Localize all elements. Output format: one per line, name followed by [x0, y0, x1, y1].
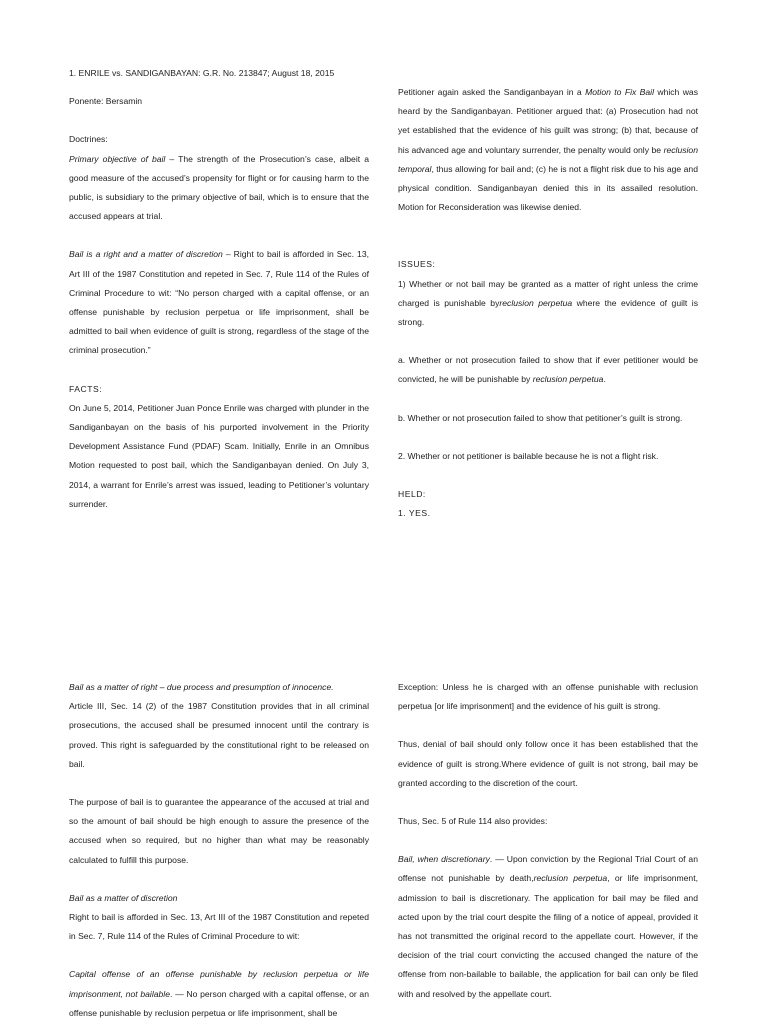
discretionary-paragraph: Bail, when discretionary. — Upon conviction by the Regional Trial Court of an offense not punishable by death,reclusion perpetua, or life imprisonment, admission to bail is discretionary. The application for bail may be filed and acted upon by the trial court despite the filing of a notice of appeal, provided it has not transmitted the original record to the appellate court. However, if the decision of the trial court convicting the accused changed the nature of the offense from non-bailable to bailable, the application for bail can only be filed with and resolved by the appellate court.: [398, 854, 698, 999]
case-title: 1. ENRILE vs. SANDIGANBAYAN: G.R. No. 213847; August 18, 2015: [69, 68, 335, 78]
doctrines-label: Doctrines:: [69, 134, 108, 145]
doctrine-right-discretion: Bail is a right and a matter of discretion – Right to bail is afforded in Sec. 13, Art III of the 1987 Constitution and repeted in Sec. 7, Rule 114 of the Rules of Criminal Procedure to wit: “No person charged with a capital offense, or an offense punishable by reclusion perpetua or life imprisonment, shall be admitted to bail when evidence of guilt is strong, regardless of the stage of the criminal prosecution.”: [69, 249, 369, 356]
issue-1: 1) Whether or not bail may be granted as a matter of right unless the crime charged is punishable byreclusion perpetua where the evidence of guilt is strong.: [398, 278, 698, 328]
top-left-column: [69, 64, 369, 514]
heading-bail-discretion: Bail as a matter of discretion: [69, 892, 178, 903]
doctrine-primary-objective: Primary objective of bail – The strength of the Prosecution’s case, albeit a good measure of the accused’s propensity for flight or for causing harm to the public, is subsidiary to the primary objective of bail, which is to ensure that the accused appears at trial.: [69, 153, 369, 222]
doctrine-term: Bail is a right and a matter of discretion: [69, 249, 223, 260]
exception-paragraph: Exception: Unless he is charged with an offense punishable with reclusion perpetua [or life imprisonment] and the evidence of his guilt is strong.: [398, 682, 698, 712]
purpose-paragraph: The purpose of bail is to guarantee the appearance of the accused at trial and so the amount of bail should be high enough to assure the presence of the accused when so required, but no higher than what may be reasonably calculated to fulfill this purpose.: [69, 797, 369, 865]
held-1: 1. YES.: [398, 508, 431, 519]
capital-offense-paragraph: Capital offense of an offense punishable by reclusion perpetua or life imprisonment, not bailable. — No person charged with a capital offense, or an offense punishable by reclusion perpetua or life imprisonment, shall be: [69, 969, 369, 1018]
held-label: HELD:: [398, 489, 426, 500]
facts-text: On June 5, 2014, Petitioner Juan Ponce Enrile was charged with plunder in the Sandiganbayan on the basis of his purported involvement in the Priority Development Assistance Fund (PDAF) Scam. Initially, Enrile in an Omnibus Motion requested to post bail, which the Sandiganbayan denied. On July 3, 2014, a warrant for Enrile’s arrest was issued, leading to Petitioner’s voluntary surrender.: [69, 402, 370, 509]
ponente: Ponente: Bersamin: [69, 96, 143, 107]
issue-1b: b. Whether or not prosecution failed to show that petitioner’s guilt is strong.: [398, 412, 683, 423]
issue-2: 2. Whether or not petitioner is bailable because he is not a flight risk.: [398, 450, 659, 461]
presumption-paragraph: Article III, Sec. 14 (2) of the 1987 Constitution provides that in all criminal prosecutions, the accused shall be presumed innocent until the contrary is proved. This right is safeguarded by the constitutional right to be released on bail.: [69, 701, 369, 769]
right-to-bail-paragraph: Right to bail is afforded in Sec. 13, Art III of the 1987 Constitution and repeted in Sec. 7, Rule 114 of the Rules of Criminal Procedure to wit:: [69, 912, 369, 942]
sec5-intro: Thus, Sec. 5 of Rule 114 also provides:: [398, 816, 548, 827]
bottom-right-column: [398, 678, 698, 1004]
top-right-column: [398, 83, 698, 523]
doctrine-term: Primary objective of bail: [69, 153, 166, 164]
facts-label: FACTS:: [69, 383, 103, 394]
issue-1a: a. Whether or not prosecution failed to show that if ever petitioner would be convicted, he will be punishable by reclusion perpetua.: [398, 355, 698, 385]
denial-paragraph: Thus, denial of bail should only follow once it has been established that the evidence of guilt is strong.Where evidence of guilt is not strong, bail may be granted according to the discretion of the court.: [398, 739, 698, 788]
issues-label: ISSUES:: [398, 259, 436, 270]
motion-paragraph: Petitioner again asked the Sandiganbayan in a Motion to Fix Bail which was heard by the Sandiganbayan. Petitioner argued that: (a) Prosecution had not yet established that the evidence of his guilt was strong; (b) that, because of his advanced age and voluntary surrender, the penalty would only be reclusion temporal, thus allowing for bail and; (c) he is not a flight risk due to his age and physical condition. Sandiganbayan denied this in its assailed resolution. Motion for Reconsideration was likewise denied.: [398, 87, 699, 213]
heading-bail-right: Bail as a matter of right – due process and presumption of innocence.: [69, 682, 334, 692]
bottom-left-column: [69, 678, 369, 1023]
